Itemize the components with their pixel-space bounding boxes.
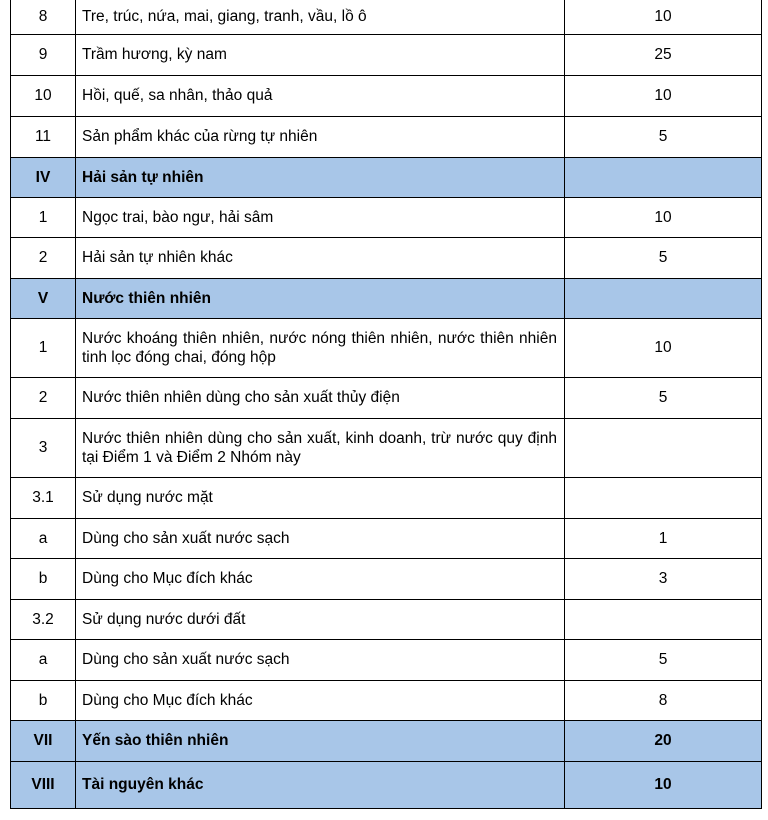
table-row [11,639,762,680]
table-row [11,75,762,116]
row-description-cell: Nước thiên nhiên dùng cho sản xuất thủy điện [76,377,565,418]
row-description-cell: Dùng cho sản xuất nước sạch [76,518,565,558]
row-number-cell: 11 [11,116,76,157]
row-number-cell: IV [11,157,76,197]
row-description-cell: Sử dụng nước dưới đất [76,599,565,639]
table-row [11,680,762,720]
row-number-cell: a [11,518,76,558]
row-number-cell: 2 [11,237,76,278]
row-number-cell: 3.1 [11,477,76,518]
section-row [11,761,762,808]
table-row [11,377,762,418]
row-rate-cell [565,418,762,477]
row-rate-cell: 5 [565,116,762,157]
table-row [11,418,762,477]
row-number-cell: 1 [11,197,76,237]
row-rate-cell: 20 [565,720,762,761]
row-description-cell: Hồi, quế, sa nhân, thảo quả [76,75,565,116]
row-number-cell: V [11,278,76,318]
table-row [11,197,762,237]
row-number-cell: VII [11,720,76,761]
row-number-cell: b [11,558,76,599]
row-number-cell: 9 [11,34,76,75]
row-number-cell: b [11,680,76,720]
row-number-cell: a [11,639,76,680]
row-description-cell: Nước thiên nhiên [76,278,565,318]
row-description-cell: Trầm hương, kỳ nam [76,34,565,75]
resource-tax-table [10,0,762,809]
row-description-cell: Yến sào thiên nhiên [76,720,565,761]
table-row [11,318,762,377]
row-rate-cell: 10 [565,761,762,808]
row-number-cell: 10 [11,75,76,116]
row-description-cell: Dùng cho sản xuất nước sạch [76,639,565,680]
row-description-cell: Hải sản tự nhiên [76,157,565,197]
row-number-cell: VIII [11,761,76,808]
row-rate-cell: 25 [565,34,762,75]
table-row [11,599,762,639]
row-rate-cell [565,278,762,318]
row-rate-cell [565,599,762,639]
row-description-cell: Nước khoáng thiên nhiên, nước nóng thiên nhiên, nước thiên nhiên tinh lọc đóng chai, đóng hộp [76,318,565,377]
row-rate-cell [565,157,762,197]
row-rate-cell: 10 [565,75,762,116]
row-rate-cell: 5 [565,237,762,278]
row-rate-cell: 8 [565,680,762,720]
row-number-cell: 2 [11,377,76,418]
row-description-cell: Hải sản tự nhiên khác [76,237,565,278]
row-rate-cell: 10 [565,318,762,377]
table-row [11,477,762,518]
row-number-cell: 3.2 [11,599,76,639]
row-rate-cell [565,477,762,518]
section-row [11,157,762,197]
table-row [11,116,762,157]
row-rate-cell: 5 [565,639,762,680]
row-description-cell: Dùng cho Mục đích khác [76,558,565,599]
section-row [11,720,762,761]
row-description-cell: Nước thiên nhiên dùng cho sản xuất, kinh doanh, trừ nước quy định tại Điểm 1 và Điểm 2 Nhóm này [76,418,565,477]
row-description-cell: Sản phẩm khác của rừng tự nhiên [76,116,565,157]
table-row [11,518,762,558]
row-description-cell: Tre, trúc, nứa, mai, giang, tranh, vầu, lồ ô [76,0,565,34]
row-rate-cell: 5 [565,377,762,418]
row-number-cell: 8 [11,0,76,34]
row-rate-cell: 10 [565,197,762,237]
row-description-cell: Ngọc trai, bào ngư, hải sâm [76,197,565,237]
row-rate-cell: 3 [565,558,762,599]
row-description-cell: Tài nguyên khác [76,761,565,808]
row-number-cell: 1 [11,318,76,377]
row-rate-cell: 1 [565,518,762,558]
row-description-cell: Dùng cho Mục đích khác [76,680,565,720]
section-row [11,278,762,318]
table-row [11,237,762,278]
row-rate-cell: 10 [565,0,762,34]
table-row [11,34,762,75]
table-row [11,558,762,599]
row-description-cell: Sử dụng nước mặt [76,477,565,518]
row-number-cell: 3 [11,418,76,477]
table-row [11,0,762,34]
table-body [11,0,762,808]
